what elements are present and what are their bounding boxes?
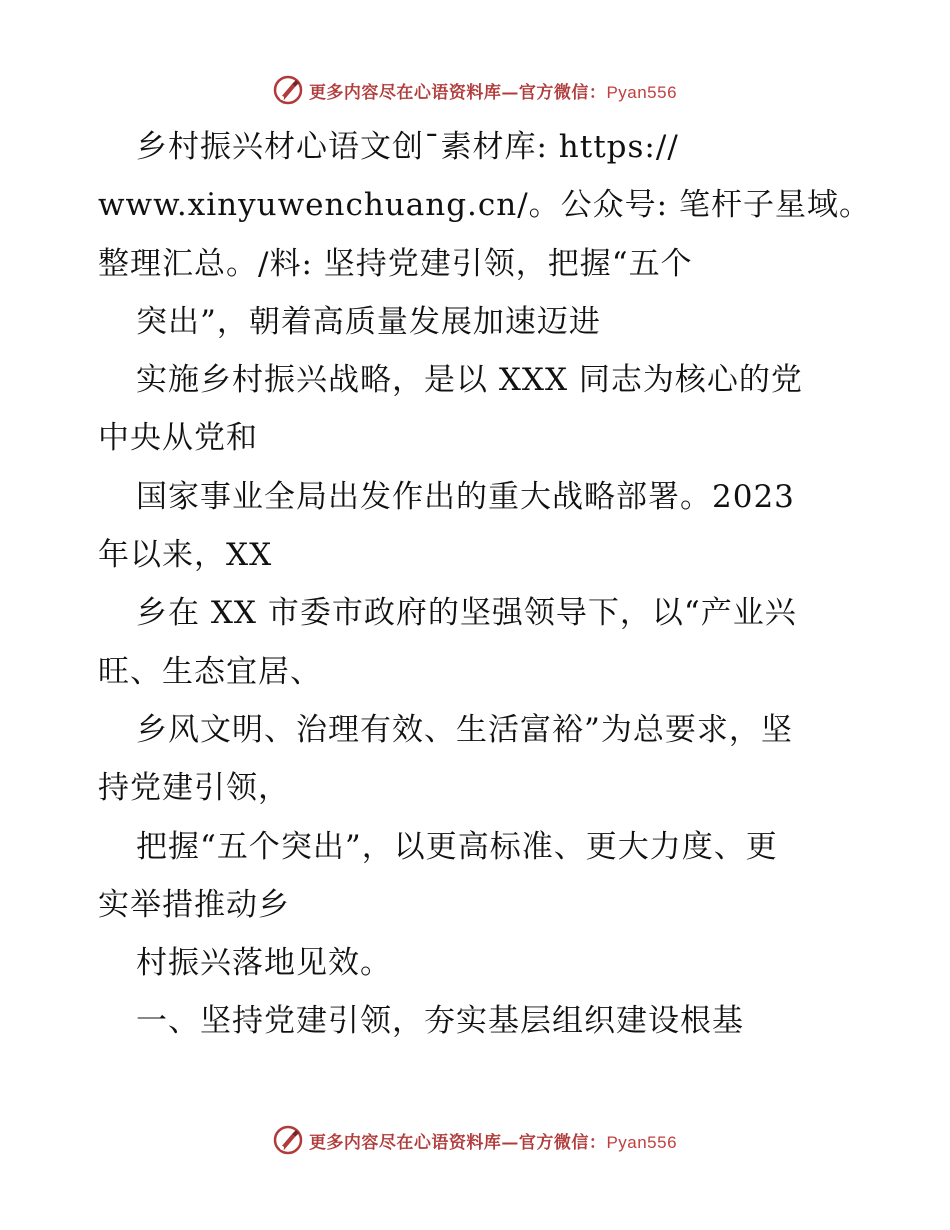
header-watermark-banner: [0, 70, 950, 110]
text-line: 实举措推动乡: [98, 886, 290, 923]
wechat-id: Pyan556: [606, 1132, 678, 1152]
text-line: 乡在 XX 市委市政府的坚强领导下，以“产业兴: [136, 595, 797, 632]
pen-logo-icon: [273, 75, 303, 105]
text-line: 乡村振兴材心语文创¯素材库: https://: [136, 129, 679, 165]
text-line: 国家事业全局出发作出的重大战略部署。2023: [136, 478, 795, 515]
text-line: 乡风文明、治理有效、生活富裕”为总要求，坚: [136, 711, 793, 748]
footer-watermark-banner: [0, 1120, 950, 1160]
text-line: 旺、生态宜居、: [98, 653, 322, 690]
watermark-text: 更多内容尽在心语资料库—官方微信：Pyan556: [308, 1132, 678, 1153]
watermark-text: 更多内容尽在心语资料库—官方微信：Pyan556: [308, 82, 678, 103]
text-line: 中央从党和: [98, 420, 258, 457]
pen-logo-icon: [273, 1125, 303, 1155]
section-title-line: 突出”，朝着高质量发展加速迈进: [136, 303, 601, 340]
wechat-id: Pyan556: [606, 82, 678, 102]
section-heading: 一、坚持党建引领，夯实基层组织建设根基: [136, 1003, 744, 1040]
text-line: 持党建引领，: [98, 770, 290, 807]
text-line: 村振兴落地见效。: [136, 945, 392, 982]
text-line: www.xinyuwenchuang.cn/。公众号: 笔杆子星域。: [98, 187, 871, 224]
text-line: 整理汇总。/料: 坚持党建引领，把握“五个: [98, 245, 693, 282]
text-line: 年以来，XX: [98, 537, 273, 574]
text-line: 把握“五个突出”，以更高标准、更大力度、更: [136, 828, 778, 865]
text-line: 实施乡村振兴战略，是以 XXX 同志为核心的党: [136, 362, 803, 399]
document-body: [98, 118, 871, 1051]
